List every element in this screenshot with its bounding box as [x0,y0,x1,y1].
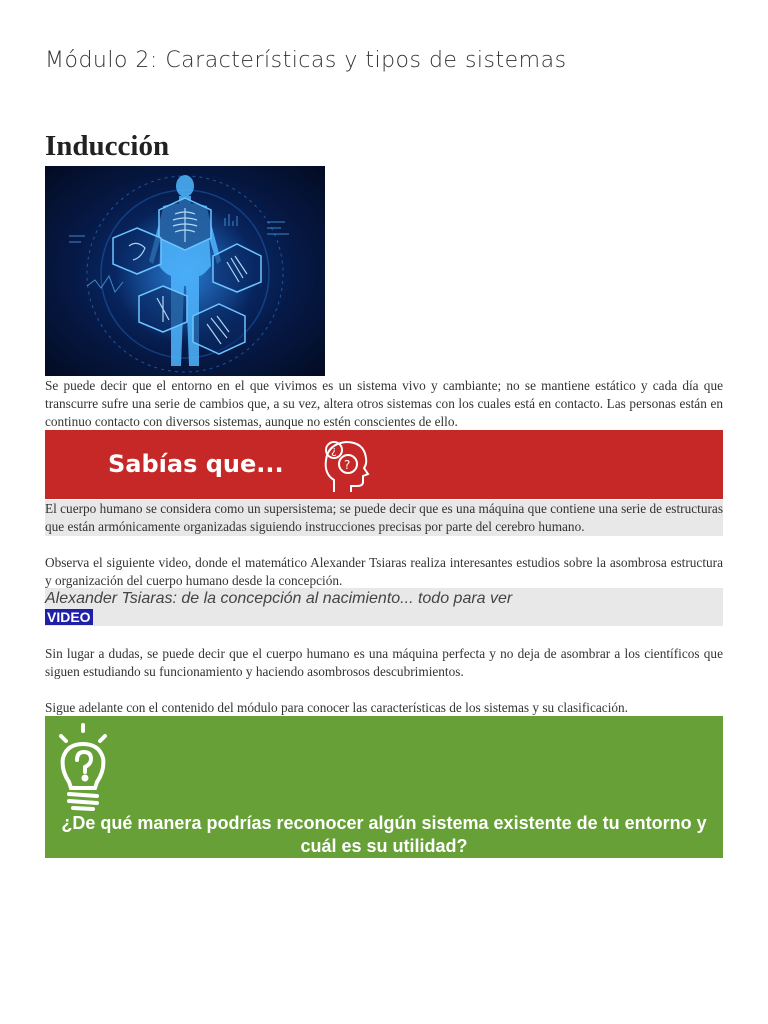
svg-text:¿: ¿ [331,444,337,457]
svg-text:?: ? [344,458,351,472]
module-title: Módulo 2: Características y tipos de sistemas [45,48,567,73]
video-link[interactable]: VIDEO [47,609,91,625]
did-you-know-label: Sabías que... [108,450,284,478]
body-paragraph: El cuerpo humano se considera como un supersistema; se puede decir que es una máquina que contiene una serie de estructuras que están armónicamente organizadas siguiendo instrucciones precisas por parte del cerebro humano. [45,501,723,534]
video-title: Alexander Tsiaras: de la concepción al nacimiento... todo para ver [45,590,513,607]
intro-paragraph: Se puede decir que el entorno en el que vivimos es un sistema vivo y cambiante; no se mantiene estático y cada día que transcurre sufre una serie de cambios que, a su vez, altera otros sistemas con los cuales está en contacto. Las personas están en continuo contacto con diversos sistemas, aunque no estén conscientes de ello. [45,378,723,429]
reflection-question: ¿De qué manera podrías reconocer algún sistema existente de tu entorno y cuál es su utilidad? [61,813,707,856]
next-paragraph: Sigue adelante con el contenido del módulo para conocer las características de los sistemas y su clasificación. [45,700,629,715]
head-question-icon [320,436,370,499]
video-block [45,588,723,626]
conclusion-paragraph: Sin lugar a dudas, se puede decir que el cuerpo humano es una máquina perfecta y no deja de asombrar a los científicos que siguen estudiando su funcionamiento y haciendo asombrosos descubrimientos. [45,646,723,679]
reflection-banner [45,716,723,858]
did-you-know-banner [45,430,723,499]
section-heading: Inducción [45,130,170,162]
video-intro-paragraph: Observa el siguiente video, donde el matemático Alexander Tsiaras realiza interesantes estudios sobre la asombrosa estructura y organización del cuerpo humano desde la concepción. [45,555,723,588]
human-body-hologram-image [45,166,325,376]
lightbulb-question-icon [55,722,111,817]
